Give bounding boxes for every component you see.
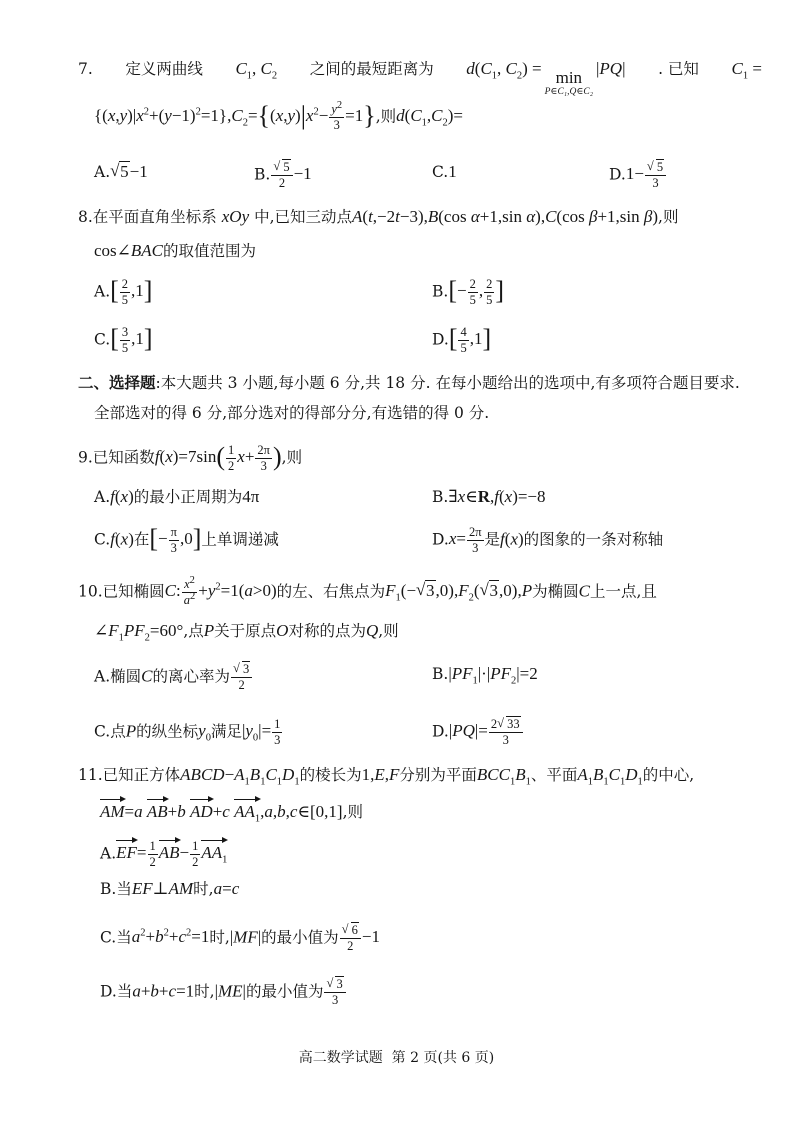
q9-option-b[interactable]: B.∃x∈R,f(x)=−8 — [432, 487, 546, 506]
section2-line2: 全部选对的得 6 分,部分选对的得部分分,有选错的得 0 分. — [94, 404, 490, 422]
q7-line1: 7. 定义两曲线 $C_1$, $C_2$ 之间的最短距离为 $d(C_1$, $C_2$) = min P∈C₁,Q∈C₂ |PQ| . 已知 $C_1$ = — [78, 58, 762, 100]
q7-number: 7. — [78, 60, 93, 78]
footer-page-number: 第 2 页(共 6 页) — [391, 1050, 495, 1066]
q7-option-d[interactable]: D.1− √ $\frac{5}{3}$ — [609, 161, 667, 190]
q8-option-c[interactable]: C.[ $\frac{3}{5}$ ,1] — [94, 324, 153, 355]
q8-option-b[interactable]: B.[− $\frac{2}{5}$ , $\frac{2}{5}$ ] — [432, 276, 505, 307]
q11-line2: AM=a AB+b AD+c $AA_1,a,b,c\in[0,1]$,则 — [100, 802, 363, 825]
q11-option-a[interactable]: A.EF= $\frac{1}{2}$ AB− $\frac{1}{2}$ $AA_1$ — [100, 839, 228, 869]
q11-line1: 11.已知正方体$ABCD-A_1B_1C_1D_1$的棱长为1,E,F分别为平面$BCC_1B_1$、平面$A_1B_1C_1D_1$的中心, — [78, 765, 695, 788]
q11-option-b[interactable]: B.当EF⊥AM时,a=c — [100, 879, 240, 898]
q10-number: 10. — [78, 582, 103, 601]
section2-line1: 二、选择题:本大题共 3 小题,每小题 6 分,共 18 分. 在每小题给出的选项中,有多项符合题目要求. — [78, 374, 740, 392]
q7-option-a[interactable]: A.√ 5−1 — [94, 161, 148, 183]
q7-distance-formula: $d(C_1$, $C_2$) = min P∈C₁,Q∈C₂ |PQ| — [466, 59, 626, 97]
page-footer — [0, 1048, 793, 1068]
q9-line1: 9.已知函数f(x)=7sin( $\frac{1}{2}$ x+ $\frac{2\pi}{3}$ ),则 — [78, 442, 303, 473]
q9-option-d[interactable]: D.x= $\frac{2\pi}{3}$ 是f(x)的图象的一条对称轴 — [432, 525, 664, 555]
q7-line2: $\{(x,y)|x^2+(y-1)^2=1\},C_2=\{(x,y)|x^2-$ $\frac{y^2}{3}$ =1},则$d(C_1,C_2)=$ — [94, 99, 463, 132]
q10-option-d[interactable]: D.|PQ|= $\frac{2√ 33}{3}$ — [432, 718, 524, 747]
footer-title: 高二数学试题 — [298, 1050, 383, 1066]
q11-number: 11. — [78, 766, 103, 784]
q7-option-b[interactable]: B. √ $\frac{5}{2}$ −1 — [254, 161, 312, 190]
q10-option-c[interactable]: C.点P的纵坐标$y_0$满足$|y_0|=$ $\frac{1}{3}$ — [94, 717, 281, 747]
q11-option-c[interactable]: C.当$a^2+b^2+c^2=1$时,|MF|的最小值为 √ $\frac{6}{2}$ −1 — [100, 924, 380, 953]
q8-line1: 8.在平面直角坐标系 xOy 中,已知三动点A(t,−2t−3),B(cos α+1,sin α),C(cos β+1,sin β),则 — [78, 207, 679, 226]
q10-option-b[interactable]: $B.|PF_1|\cdot|PF_2|=2$ — [432, 664, 538, 687]
q10-option-a[interactable]: A.椭圆C的离心率为 √ $\frac{3}{2}$ — [94, 663, 253, 692]
q10-line2: $\angle F_1PF_2=60^\circ$,点P关于原点O对称的点为Q,则 — [94, 621, 399, 644]
section2-heading: 二、选择题 — [78, 374, 156, 392]
q9-number: 9. — [78, 448, 93, 467]
q8-number: 8. — [78, 208, 93, 226]
q11-option-d[interactable]: D.当a+b+c=1时,|ME|的最小值为 √ $\frac{3}{3}$ — [100, 978, 347, 1007]
q7-option-c[interactable]: C.1 — [432, 162, 457, 181]
q9-option-a[interactable]: A.f(x)的最小正周期为4π — [94, 487, 260, 506]
q8-line2: cos∠BAC的取值范围为 — [94, 241, 257, 260]
q9-option-c[interactable]: C.f(x)在[− $\frac{\pi}{3}$ ,0]上单调递减 — [94, 524, 279, 555]
q10-line1: 10.已知椭圆C: $\frac{x^2}{a^2}$ $+y^2=1(a>0)$的左、右焦点为$F_1(-√$ $3,0),F_2(√$ 3,0),P为椭圆C上一点,且 — [78, 578, 657, 607]
q8-option-d[interactable]: D.[ $\frac{4}{5}$ ,1] — [432, 324, 492, 355]
q8-option-a[interactable]: A.[ $\frac{2}{5}$ ,1] — [94, 276, 153, 307]
